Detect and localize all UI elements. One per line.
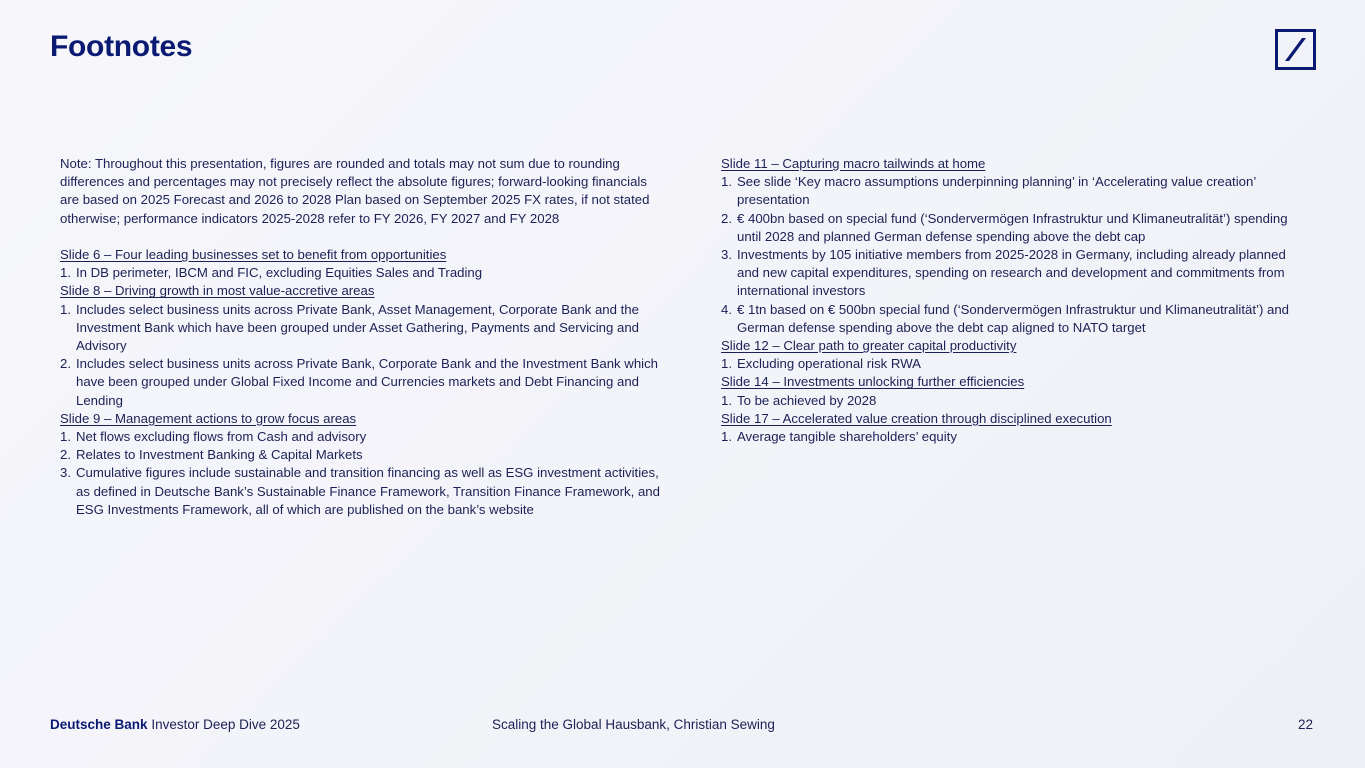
- page-number: 22: [1298, 717, 1314, 732]
- list-item: 1. In DB perimeter, IBCM and FIC, excluding Equities Sales and Trading: [60, 265, 483, 281]
- section-title-slide-12: Slide 12 – Clear path to greater capital productivity: [721, 338, 1017, 354]
- deutsche-bank-logo-icon: [1275, 29, 1316, 70]
- footer-subtitle: Scaling the Global Hausbank, Christian Sewing: [492, 717, 775, 732]
- list-item: 1. To be achieved by 2028: [721, 392, 877, 408]
- page-title: Footnotes: [50, 30, 193, 63]
- section-title-slide-17: Slide 17 – Accelerated value creation through disciplined execution: [721, 410, 1112, 426]
- section-title-slide-6: Slide 6 – Four leading businesses set to benefit from opportunities: [60, 247, 447, 262]
- footer-brand: [50, 717, 300, 732]
- footer-brand-name: Deutsche Bank: [50, 717, 148, 732]
- list-item: 3. Cumulative figures include sustainable and transition financing as well as ESG investment activities, as defined in Deutsche Bank’s Sustainable Finance Framework, Transition Finance Framework, and ESG Investments Framework, all of which are published on the bank’s website: [60, 465, 660, 517]
- list-item: 1. Net flows excluding flows from Cash and advisory: [60, 429, 367, 445]
- left-footnotes-column: [60, 155, 660, 519]
- list-item: 1. Includes select business units across Private Bank, Asset Management, Corporate Bank and the Investment Bank which have been grouped under Asset Gathering, Payments and Servicing and Advisory: [60, 301, 640, 354]
- list-item: 1. See slide ‘Key macro assumptions underpinning planning’ in ‘Accelerating value creation’ presentation: [721, 174, 1256, 208]
- section-title-slide-11: Slide 11 – Capturing macro tailwinds at home: [721, 156, 986, 171]
- list-item: 2. Includes select business units across Private Bank, Corporate Bank and the Investment Bank which have been grouped under Global Fixed Income and Currencies markets and Debt Financing and Lending: [60, 356, 659, 408]
- list-item: 1. Average tangible shareholders’ equity: [721, 429, 957, 445]
- list-item: 1. Excluding operational risk RWA: [721, 356, 921, 372]
- footer-event: Investor Deep Dive 2025: [151, 717, 300, 732]
- list-item: 2. Relates to Investment Banking & Capital Markets: [60, 447, 363, 463]
- section-title-slide-9: Slide 9 – Management actions to grow focus areas: [60, 410, 357, 426]
- list-item: 4. € 1tn based on € 500bn special fund (‘Sondervermögen Infrastruktur und Klimaneutralität’) and German defense spending above the debt cap aligned to NATO target: [721, 301, 1290, 335]
- general-note: Note: Throughout this presentation, figures are rounded and totals may not sum due to rounding differences and percentages may not precisely reflect the absolute figures; forward-looking financials are based on 2025 Forecast and 2026 to 2028 Plan based on September 2025 FX rates, if not stated otherwise; performance indicators 2025-2028 refer to FY 2026, FY 2027 and FY 2028: [60, 156, 650, 226]
- section-title-slide-14: Slide 14 – Investments unlocking further efficiencies: [721, 374, 1025, 390]
- list-item: 3. Investments by 105 initiative members from 2025-2028 in Germany, including already planned and new capital expenditures, spending on research and development and commitments from international investors: [721, 247, 1286, 299]
- section-title-slide-8: Slide 8 – Driving growth in most value-accretive areas: [60, 283, 375, 299]
- right-footnotes-column: [721, 155, 1311, 446]
- list-item: 2. € 400bn based on special fund (‘Sondervermögen Infrastruktur und Klimaneutralität’) spending until 2028 and planned German defense spending above the debt cap: [721, 210, 1288, 244]
